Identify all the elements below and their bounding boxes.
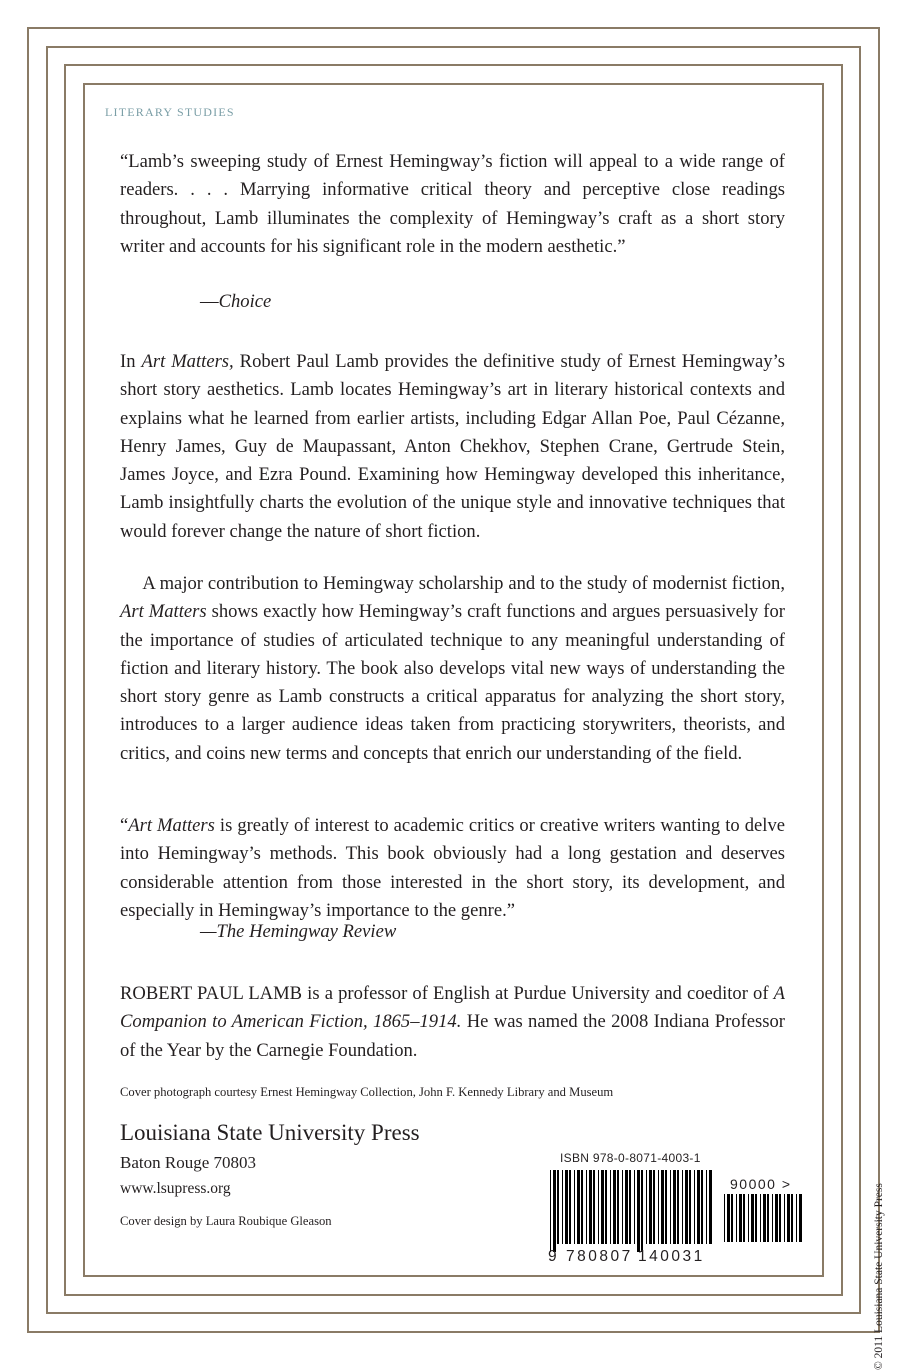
barcode-left-digits: 780807 [566, 1248, 633, 1265]
barcode-bar [748, 1194, 749, 1242]
barcode-bar [581, 1170, 583, 1244]
barcode-bar [625, 1170, 628, 1244]
isbn-barcode [548, 1170, 718, 1252]
barcode-bar [743, 1194, 745, 1242]
barcode-bar [799, 1194, 802, 1242]
design-credit: Cover design by Laura Roubique Gleason [120, 1214, 332, 1228]
barcode-bar [760, 1194, 761, 1242]
publisher-name: Louisiana State University Press [120, 1120, 420, 1145]
copyright-notice: © 2011 Louisiana State University Press [873, 1183, 885, 1370]
barcode-bar [634, 1170, 635, 1244]
barcode-bar [649, 1170, 652, 1244]
barcode-bar [727, 1194, 730, 1242]
price-barcode [722, 1194, 806, 1266]
barcode-bar [673, 1170, 676, 1244]
barcode-bar [694, 1170, 695, 1244]
review-quote-choice [120, 148, 785, 261]
barcode-bar [736, 1194, 737, 1242]
barcode-bar [637, 1170, 640, 1252]
barcode-bar [646, 1170, 647, 1244]
author-name: ROBERT PAUL LAMB [120, 983, 303, 1004]
barcode-bar [622, 1170, 623, 1244]
barcode-bar [796, 1194, 797, 1242]
book-title: Art Matters [128, 815, 215, 836]
description-paragraph-2: A major contribution to Hemingway scholarship and to the study of modernist fiction, Art Matters shows exactly how Hemingway’s craft functions and argues persuasively for the importance of studies of articulated technique to any meaningful understanding of fiction and literary history. The book also develops vital new ways of understanding the short story genre as Lamb constructs a critical apparatus for analyzing the short story, introduces to a larger audience ideas taken from practicing storywriters, theorists, and critics, and coins new terms and concepts that enrich our understanding of the field. [120, 573, 785, 764]
quote-text: “Lamb’s sweeping study of Ernest Hemingway’s fiction will appeal to a wide range of readers. . . . Marrying informative critical theory and perceptive close readings throughout, Lamb illuminates the complexity of Hemingway’s craft as a short story writer and accounts for his significant role in the modern aesthetic.” [120, 151, 785, 257]
barcode-bar [613, 1170, 616, 1244]
book-title: Art Matters [120, 601, 207, 623]
description-paragraph-1: In Art Matters, Robert Paul Lamb provides the definitive study of Ernest Hemingway’s short story aesthetics. Lamb locates Hemingway’s art in literary historical contexts and explains what he learned from earlier artists, including Edgar Allan Poe, Paul Cézanne, Henry James, Guy de Maupassant, Anton Chekhov, Stephen Crane, Gertrude Stein, James Joyce, and Ezra Pound. Examining how Hemingway developed this inheritance, Lamb insightfully charts the evolution of the unique style and innovative techniques that would forever change the nature of short fiction. [120, 351, 786, 542]
barcode-bar [791, 1194, 793, 1242]
barcode-bar [689, 1170, 691, 1244]
barcode-bar [553, 1170, 556, 1252]
barcode-bar [665, 1170, 667, 1244]
barcode-bar [784, 1194, 785, 1242]
companion-title: A Companion to American Fiction, 1865–1914. [120, 983, 785, 1033]
barcode-bar [569, 1170, 571, 1244]
barcode-bar [767, 1194, 769, 1242]
barcode-bar [658, 1170, 659, 1244]
barcode-bar [653, 1170, 655, 1244]
barcode-bar [586, 1170, 587, 1244]
barcode-bar [617, 1170, 619, 1244]
barcode-bar [574, 1170, 575, 1244]
barcode-bar [779, 1194, 781, 1242]
quote-attribution-hemingway-review: —The Hemingway Review [200, 921, 397, 942]
book-title: Art Matters, [141, 351, 234, 372]
barcode-bar [598, 1170, 599, 1244]
barcode-bar [557, 1170, 559, 1244]
barcode-bar [610, 1170, 611, 1244]
quote-attribution-choice: —Choice [200, 291, 272, 312]
barcode-bar [605, 1170, 607, 1244]
barcode-bar [601, 1170, 604, 1244]
barcode-bar [755, 1194, 757, 1242]
barcode-bar [739, 1194, 742, 1242]
barcode-bar [593, 1170, 595, 1244]
photo-credit: Cover photograph courtesy Ernest Hemingway Collection, John F. Kennedy Library and Museum [120, 1085, 614, 1099]
barcode-bar [629, 1170, 631, 1244]
barcode-first-digit: 9 [548, 1248, 560, 1265]
barcode-bar [701, 1170, 703, 1244]
barcode-bar [589, 1170, 592, 1244]
barcode-bar [706, 1170, 707, 1244]
barcode-bar [731, 1194, 733, 1242]
barcode-bar [775, 1194, 778, 1242]
barcode-bar [685, 1170, 688, 1244]
barcode-bar [787, 1194, 790, 1242]
barcode-bar [550, 1170, 551, 1252]
barcode-bar [709, 1170, 712, 1244]
barcode-bar [682, 1170, 683, 1244]
publisher-website: www.lsupress.org [120, 1180, 231, 1197]
barcode-bar [641, 1170, 643, 1252]
review-quote-hemingway-review: “Art Matters is greatly of interest to academic critics or creative writers wanting to delve into Hemingway’s methods. This book obviously had a long gestation and deserves considerable attention from those interested in the short story, its development, and especially in Hemingway’s importance to the genre.” [120, 815, 785, 921]
barcode-bar [772, 1194, 773, 1242]
barcode-bar [565, 1170, 568, 1244]
author-bio: ROBERT PAUL LAMB is a professor of English at Purdue University and coeditor of A Companion to American Fiction, 1865–1914. He was named the 2008 Indiana Professor of the Year by the Carnegie Foundation. [120, 983, 785, 1061]
barcode-bar [763, 1194, 766, 1242]
barcode-bar [562, 1170, 563, 1244]
barcode-right-digits: 140031 [638, 1248, 705, 1265]
category-label: LITERARY STUDIES [105, 105, 235, 119]
isbn-label: ISBN 978-0-8071-4003-1 [560, 1151, 701, 1165]
barcode-bar [697, 1170, 700, 1244]
barcode-bar [724, 1194, 725, 1242]
barcode-bar [751, 1194, 754, 1242]
barcode-bar [677, 1170, 679, 1244]
barcode-bar [661, 1170, 664, 1244]
barcode-bar [577, 1170, 580, 1244]
barcode-bar [670, 1170, 671, 1244]
publisher-city: Baton Rouge 70803 [120, 1153, 256, 1172]
price-code: 90000 > [730, 1176, 792, 1192]
